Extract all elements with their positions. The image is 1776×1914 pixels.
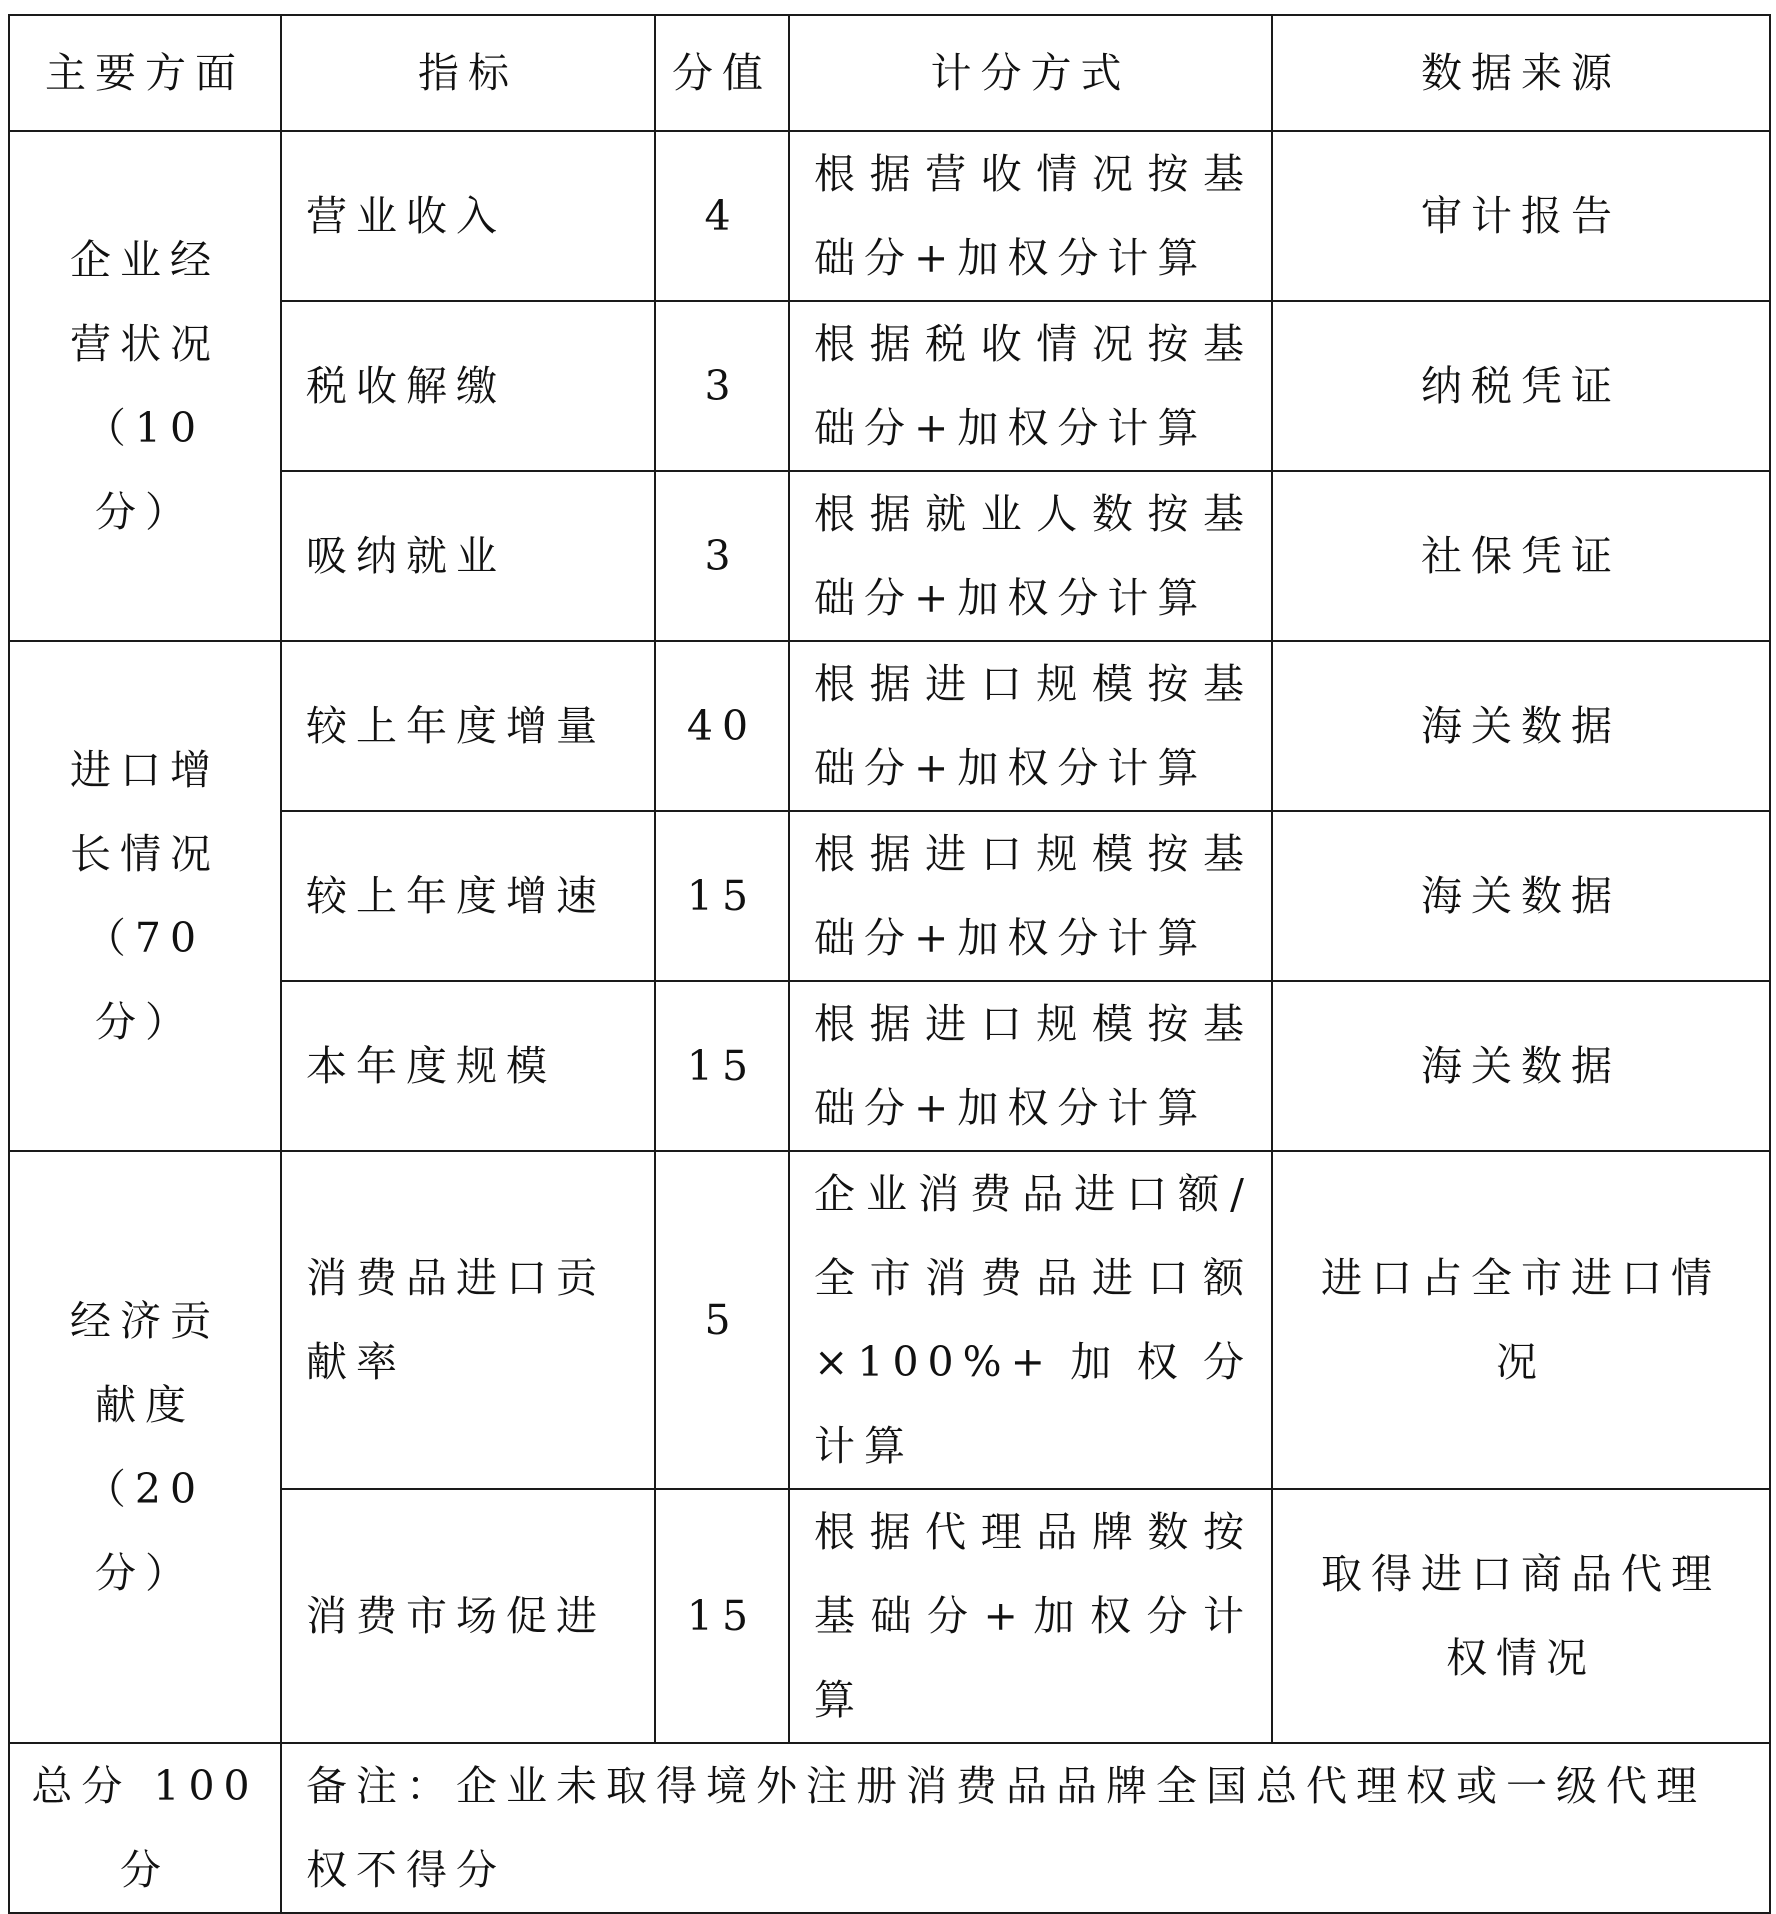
indicator-cell: 较上年度增速 bbox=[281, 811, 655, 981]
score-cell: 3 bbox=[655, 301, 789, 471]
table-header-row bbox=[9, 15, 1770, 131]
method-cell: 企业消费品进口额/全市消费品进口额×100%+加权分计算 bbox=[789, 1151, 1272, 1489]
source-cell: 取得进口商品代理权情况 bbox=[1272, 1489, 1770, 1743]
method-cell: 根据营收情况按基础分+加权分计算 bbox=[789, 131, 1272, 301]
source-cell: 社保凭证 bbox=[1272, 471, 1770, 641]
category-cell: 进口增长情况（70分） bbox=[9, 641, 281, 1151]
score-cell: 15 bbox=[655, 1489, 789, 1743]
table-row bbox=[9, 131, 1770, 301]
source-cell: 海关数据 bbox=[1272, 811, 1770, 981]
method-cell: 根据就业人数按基础分+加权分计算 bbox=[789, 471, 1272, 641]
score-cell: 15 bbox=[655, 811, 789, 981]
method-cell: 根据代理品牌数按基础分+加权分计算 bbox=[789, 1489, 1272, 1743]
indicator-cell: 营业收入 bbox=[281, 131, 655, 301]
method-cell: 根据进口规模按基础分+加权分计算 bbox=[789, 641, 1272, 811]
indicator-cell: 吸纳就业 bbox=[281, 471, 655, 641]
header-method: 计分方式 bbox=[789, 15, 1272, 131]
score-cell: 40 bbox=[655, 641, 789, 811]
category-cell: 企业经营状况（10分） bbox=[9, 131, 281, 641]
method-cell: 根据进口规模按基础分+加权分计算 bbox=[789, 811, 1272, 981]
indicator-cell: 本年度规模 bbox=[281, 981, 655, 1151]
source-cell: 进口占全市进口情况 bbox=[1272, 1151, 1770, 1489]
header-source: 数据来源 bbox=[1272, 15, 1770, 131]
method-cell: 根据税收情况按基础分+加权分计算 bbox=[789, 301, 1272, 471]
indicator-cell: 消费品进口贡献率 bbox=[281, 1151, 655, 1489]
scoring-table bbox=[8, 14, 1771, 1914]
source-cell: 海关数据 bbox=[1272, 641, 1770, 811]
score-cell: 3 bbox=[655, 471, 789, 641]
score-cell: 4 bbox=[655, 131, 789, 301]
table-row bbox=[9, 1151, 1770, 1489]
header-indicator: 指标 bbox=[281, 15, 655, 131]
indicator-cell: 消费市场促进 bbox=[281, 1489, 655, 1743]
total-score-label: 总分 100 分 bbox=[9, 1743, 281, 1913]
source-cell: 纳税凭证 bbox=[1272, 301, 1770, 471]
source-cell: 审计报告 bbox=[1272, 131, 1770, 301]
header-score: 分值 bbox=[655, 15, 789, 131]
remarks-note: 备注：企业未取得境外注册消费品品牌全国总代理权或一级代理权不得分 bbox=[281, 1743, 1770, 1913]
score-cell: 15 bbox=[655, 981, 789, 1151]
source-cell: 海关数据 bbox=[1272, 981, 1770, 1151]
method-cell: 根据进口规模按基础分+加权分计算 bbox=[789, 981, 1272, 1151]
score-cell: 5 bbox=[655, 1151, 789, 1489]
indicator-cell: 税收解缴 bbox=[281, 301, 655, 471]
category-cell: 经济贡献度（20分） bbox=[9, 1151, 281, 1743]
indicator-cell: 较上年度增量 bbox=[281, 641, 655, 811]
table-row bbox=[9, 641, 1770, 811]
total-row bbox=[9, 1743, 1770, 1913]
header-category: 主要方面 bbox=[9, 15, 281, 131]
